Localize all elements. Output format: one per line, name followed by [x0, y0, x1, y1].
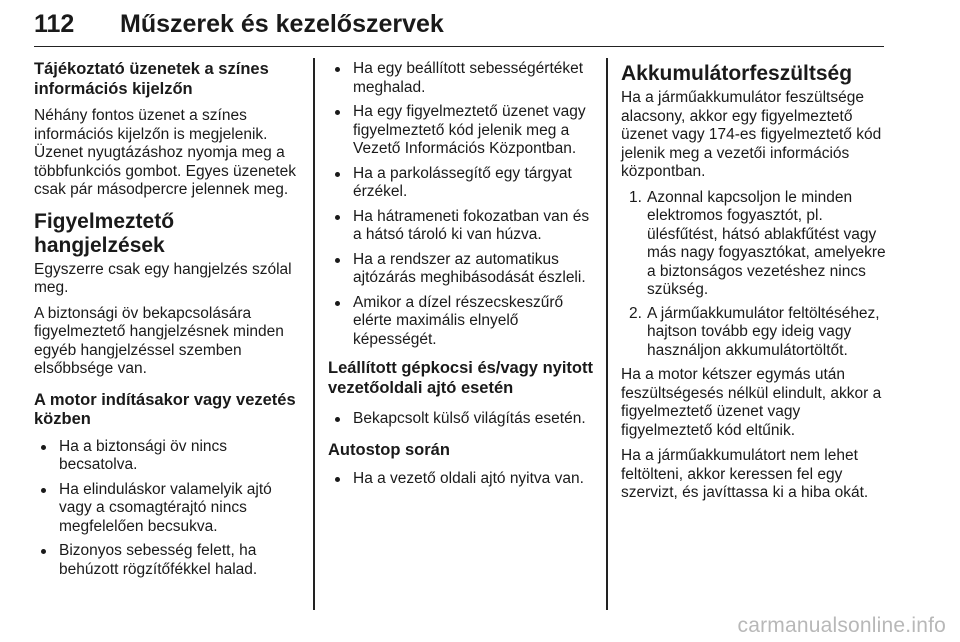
bullet-list — [328, 410, 596, 429]
paragraph: Ha a motor kétszer egymás után feszültségesés nélkül elindult, akkor a figyelmeztető üzenet vagy figyelmeztető kód eltűnik. — [621, 366, 882, 439]
list-item: Ha egy figyelmeztető üzenet vagy figyelmeztető kód jelenik meg a Vezető Információs Központban. — [328, 103, 596, 159]
paragraph: Néhány fontos üzenet a színes információs kijelzőn is megjelenik. Üzenet nyugtázáshoz nyomja meg a többfunkciós gombot. Egyes üzenetek csak pár másodpercre jelennek meg. — [34, 107, 296, 198]
list-item: Ha a biztonsági öv nincs becsatolva. — [34, 438, 304, 475]
list-item: Amikor a dízel részecskeszűrő elérte maximális elnyelő képességét. — [328, 294, 596, 350]
step-number: 2. — [629, 304, 642, 322]
numbered-list — [621, 189, 891, 361]
paragraph: Ha a járműakkumulátort nem lehet feltölteni, akkor keressen fel egy szervizt, és javíttassa ki a hiba okát. — [621, 447, 869, 501]
page-title: Műszerek és kezelőszervek — [120, 10, 444, 38]
step-number: 1. — [629, 188, 642, 206]
section-heading: Autostop során — [328, 440, 450, 459]
watermark: carmanualsonline.info — [737, 614, 946, 637]
paragraph: A biztonsági öv bekapcsolására figyelmeztető hangjelzésnek minden egyéb hangjelzéssel szemben elsőbbsége van. — [34, 304, 284, 377]
page-header — [34, 8, 884, 47]
section-heading: Tájékoztató üzenetek a színes információs kijelzőn — [34, 60, 269, 98]
column-divider — [606, 58, 608, 610]
list-item: Ha egy beállított sebességértéket meghalad. — [328, 60, 596, 97]
column-right — [621, 60, 891, 510]
list-item: Ha a parkolássegítő egy tárgyat érzékel. — [328, 165, 596, 202]
bullet-list — [328, 60, 596, 349]
paragraph: Egyszerre csak egy hangjelzés szólal meg. — [34, 260, 292, 296]
column-divider — [313, 58, 315, 610]
section-title: Figyelmeztető hangjelzések — [34, 209, 175, 257]
page-number: 112 — [34, 10, 75, 38]
list-item: Ha elinduláskor valamelyik ajtó vagy a csomagtérajtó nincs megfelelően becsukva. — [34, 481, 304, 537]
list-item — [621, 305, 891, 361]
list-item: Ha a rendszer az automatikus ajtózárás meghibásodását észleli. — [328, 251, 596, 288]
paragraph: Ha a járműakkumulátor feszültsége alacsony, akkor egy figyelmeztető üzenet vagy 174-es figyelmeztető kód jelenik meg a vezetői információs központban. — [621, 89, 882, 180]
list-item: Bekapcsolt külső világítás esetén. — [328, 410, 596, 429]
list-item: Bizonyos sebesség felett, ha behúzott rögzítőfékkel halad. — [34, 542, 304, 579]
bullet-list — [328, 470, 596, 489]
step-text: Azonnal kapcsoljon le minden elektromos fogyasztót, pl. ülésfűtést, hátsó ablakfűtést vagy más nagy fogyasztókat, amelyekre a biztonságos vezetéshez nincs szükség. — [647, 188, 886, 298]
list-item: Ha hátrameneti fokozatban van és a hátsó tároló ki van húzva. — [328, 208, 596, 245]
column-middle — [328, 60, 596, 495]
section-heading: A motor indításakor vagy vezetés közben — [34, 390, 296, 428]
list-item: Ha a vezető oldali ajtó nyitva van. — [328, 470, 596, 489]
step-text: A járműakkumulátor feltöltéséhez, hajtson tovább egy ideig vagy használjon akkumulátortöltőt. — [647, 304, 880, 359]
section-title: Akkumulátorfeszültség — [621, 62, 853, 85]
section-heading: Leállított gépkocsi és/vagy nyitott vezetőoldali ajtó esetén — [328, 359, 593, 397]
list-item — [621, 189, 891, 300]
column-left — [34, 60, 304, 585]
bullet-list — [34, 438, 304, 580]
